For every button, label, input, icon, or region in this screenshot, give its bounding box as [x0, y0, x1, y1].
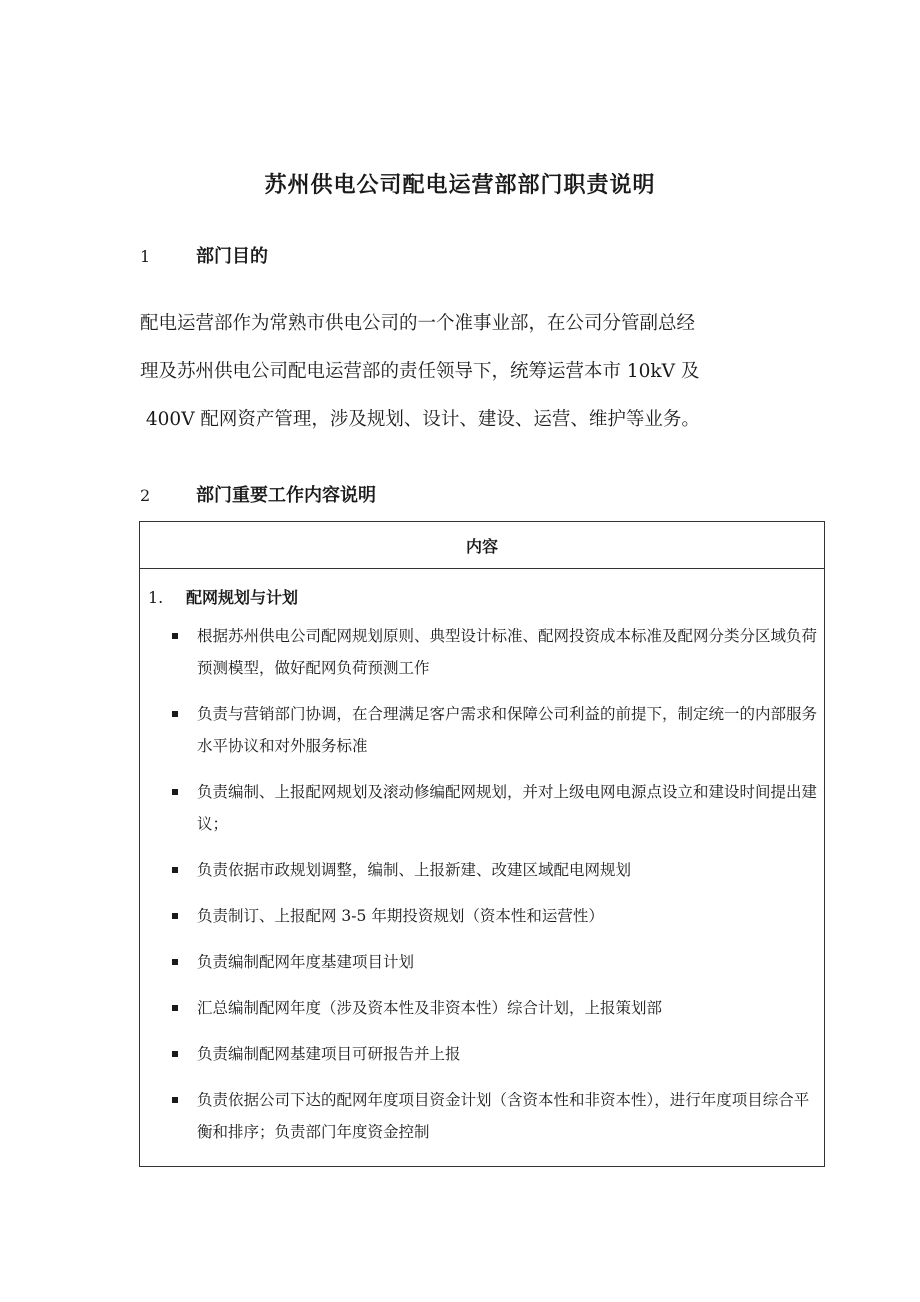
- list-item-text: 负责编制配网年度基建项目计划: [197, 953, 415, 971]
- paragraph-line: 配电运营部作为常熟市供电公司的一个准事业部，在公司分管副总经: [140, 313, 696, 334]
- square-bullet-icon: [172, 789, 178, 795]
- list-item-text: 负责编制、上报配网规划及滚动修编配网规划，并对上级电网电源点设立和建设时间提出建议；: [197, 783, 818, 833]
- list-item: [140, 900, 824, 932]
- list-item-text: 负责依据公司下达的配网年度项目资金计划（含资本性和非资本性），进行年度项目综合平衡和排序；负责部门年度资金控制: [197, 1091, 810, 1141]
- section-heading-purpose: [140, 242, 268, 268]
- list-item: [140, 1038, 824, 1070]
- paragraph-line: 理及苏州供电公司配电运营部的责任领导下，统筹运营本市 10kV 及: [140, 361, 700, 382]
- list-item: [140, 776, 824, 840]
- square-bullet-icon: [172, 1005, 178, 1011]
- list-item: [140, 698, 824, 762]
- group-number: 1.: [148, 588, 164, 607]
- table-group-title: [140, 585, 824, 608]
- list-item-text: 负责依据市政规划调整，编制、上报新建、改建区域配电网规划: [197, 861, 632, 879]
- list-item-text: 汇总编制配网年度（涉及资本性及非资本性）综合计划，上报策划部: [197, 999, 663, 1017]
- square-bullet-icon: [172, 913, 178, 919]
- paragraph-line: 400V 配网资产管理，涉及规划、设计、建设、运营、维护等业务。: [140, 409, 700, 430]
- section-heading-work-content: [140, 481, 376, 507]
- section-number: 2: [140, 486, 151, 505]
- section-title: 部门重要工作内容说明: [196, 485, 376, 506]
- list-item: [140, 620, 824, 684]
- list-item-text: 负责与营销部门协调，在合理满足客户需求和保障公司利益的前提下，制定统一的内部服务水平协议和对外服务标准: [197, 705, 818, 755]
- purpose-paragraph: [140, 306, 800, 450]
- square-bullet-icon: [172, 633, 178, 639]
- list-item: [140, 946, 824, 978]
- page-title: 苏州供电公司配电运营部部门职责说明: [264, 173, 656, 198]
- section-number: 1: [140, 247, 151, 266]
- list-item-text: 负责制订、上报配网 3-5 年期投资规划（资本性和运营性）: [197, 907, 604, 925]
- list-item: [140, 854, 824, 886]
- square-bullet-icon: [172, 1097, 178, 1103]
- square-bullet-icon: [172, 1051, 178, 1057]
- list-item-text: 负责编制配网基建项目可研报告并上报: [197, 1045, 461, 1063]
- list-item: [140, 1084, 824, 1148]
- square-bullet-icon: [172, 711, 178, 717]
- square-bullet-icon: [172, 959, 178, 965]
- list-item-text: 根据苏州供电公司配网规划原则、典型设计标准、配网投资成本标准及配网分类分区域负荷预测模型，做好配网负荷预测工作: [197, 627, 818, 677]
- section-title: 部门目的: [196, 246, 268, 267]
- content-table: [139, 521, 825, 1167]
- table-header: 内容: [140, 522, 824, 569]
- duty-list: [140, 620, 824, 1148]
- list-item: [140, 992, 824, 1024]
- square-bullet-icon: [172, 867, 178, 873]
- group-title-text: 配网规划与计划: [186, 588, 299, 607]
